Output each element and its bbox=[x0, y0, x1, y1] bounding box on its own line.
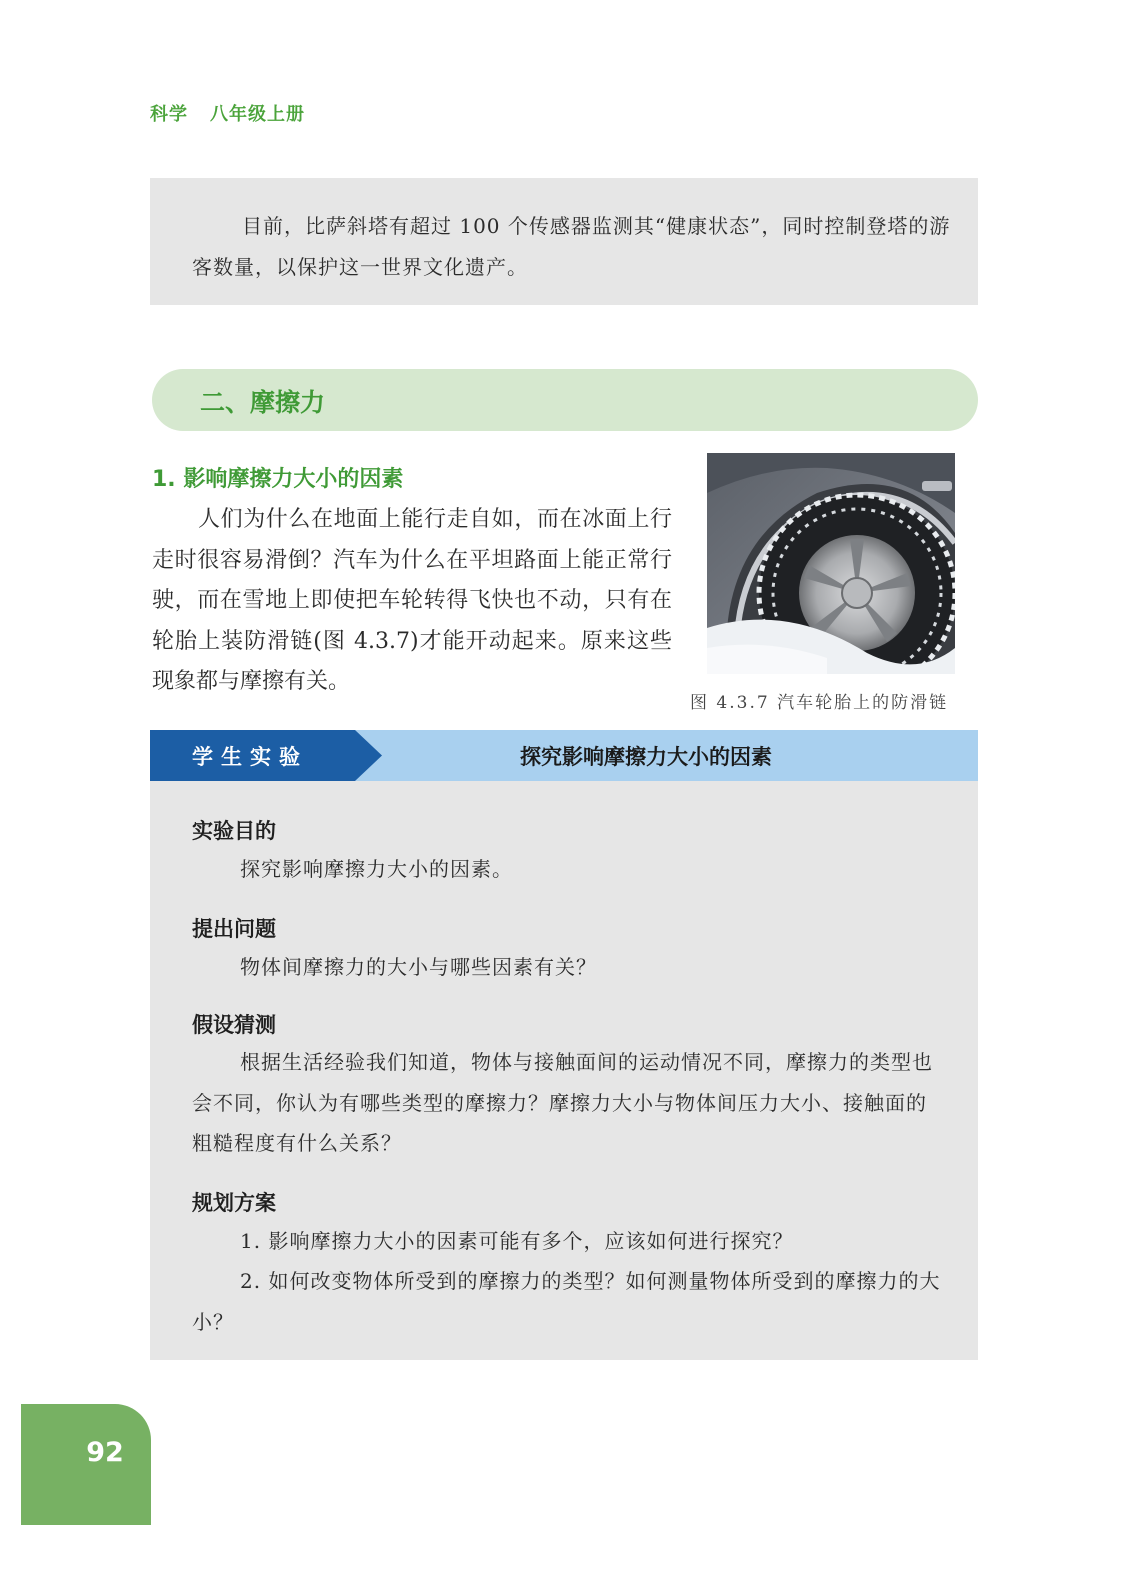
experiment-header bbox=[150, 730, 978, 781]
figure-caption: 图 4.3.7 汽车轮胎上的防滑链 bbox=[690, 693, 949, 713]
running-head bbox=[150, 100, 305, 126]
experiment-paragraph: 物体间摩擦力的大小与哪些因素有关？ bbox=[240, 955, 597, 979]
intro-paragraph: 人们为什么在地面上能行走自如，而在冰面上行走时很容易滑倒？汽车为什么在平坦路面上能正常行驶，而在雪地上即使把车轮转得飞快也不动，只有在轮胎上装防滑链(图 4.3.7)才能开动起来。原来这些现象都与摩擦有关。 bbox=[152, 507, 672, 694]
subsection-title: 1. 影响摩擦力大小的因素 bbox=[152, 467, 404, 492]
page-number-tab bbox=[21, 1404, 151, 1525]
section-heading-bar bbox=[152, 369, 978, 431]
experiment-paragraph: 2. 如何改变物体所受到的摩擦力的类型？如何测量物体所受到的摩擦力的大小？ bbox=[192, 1269, 941, 1334]
experiment-body bbox=[150, 781, 978, 1360]
figure-photo-tire-snow-chain bbox=[707, 453, 955, 674]
experiment-paragraph: 探究影响摩擦力大小的因素。 bbox=[240, 857, 513, 881]
experiment-title: 探究影响摩擦力大小的因素 bbox=[520, 745, 772, 769]
experiment-section-heading: 规划方案 bbox=[192, 1191, 276, 1215]
page-number: 92 bbox=[86, 1437, 124, 1468]
experiment-section-heading: 提出问题 bbox=[192, 917, 276, 941]
experiment-paragraph: 1. 影响摩擦力大小的因素可能有多个，应该如何进行探究？ bbox=[240, 1229, 794, 1253]
running-head-subject: 科学 bbox=[150, 104, 188, 125]
experiment-section-heading: 假设猜测 bbox=[192, 1013, 276, 1037]
section-title: 二、摩擦力 bbox=[200, 388, 326, 417]
running-head-grade: 八年级上册 bbox=[210, 104, 305, 125]
experiment-tag-label: 学生实验 bbox=[192, 745, 308, 769]
experiment-paragraph: 根据生活经验我们知道，物体与接触面间的运动情况不同，摩擦力的类型也会不同，你认为有哪些类型的摩擦力？摩擦力大小与物体间压力大小、接触面的粗糙程度有什么关系？ bbox=[192, 1050, 933, 1155]
note-text: 目前，比萨斜塔有超过 100 个传感器监测其“健康状态”，同时控制登塔的游客数量，以保护这一世界文化遗产。 bbox=[192, 214, 951, 279]
note-box bbox=[150, 178, 978, 305]
experiment-section-heading: 实验目的 bbox=[192, 819, 276, 843]
